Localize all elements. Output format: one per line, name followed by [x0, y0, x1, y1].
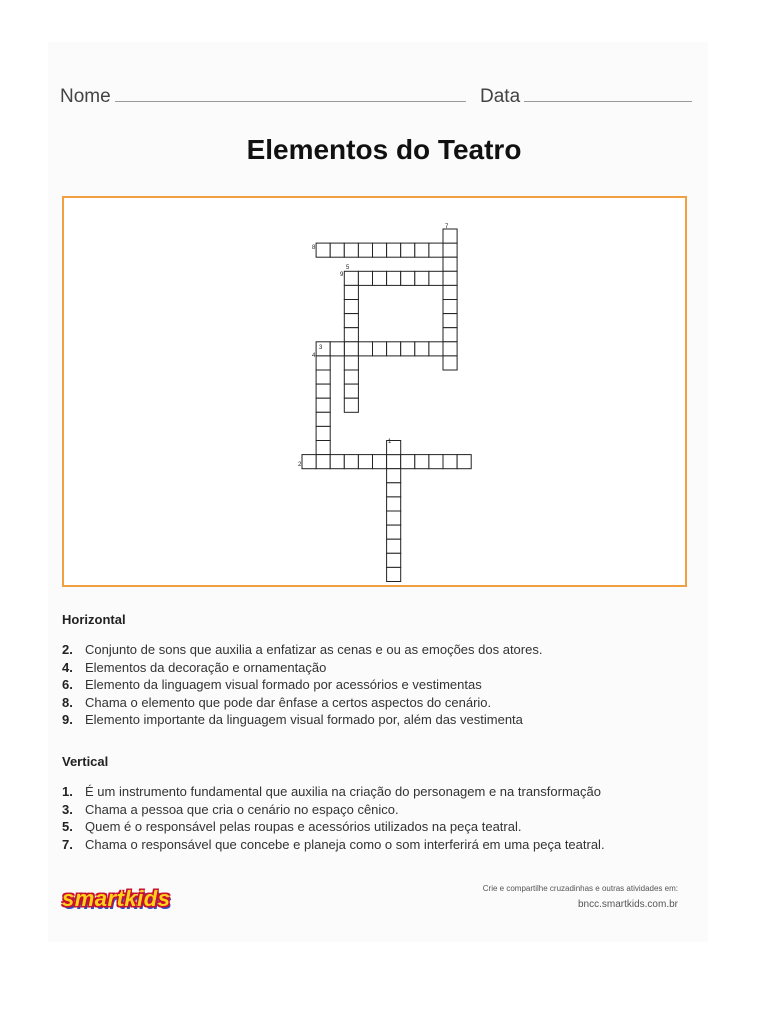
horizontal-heading: Horizontal: [62, 612, 126, 627]
clue-number: 2.: [62, 642, 73, 657]
crossword-cell[interactable]: [387, 539, 401, 553]
clue-text: Elemento importante da linguagem visual formado por, além das vestimenta: [85, 712, 523, 728]
crossword-cell[interactable]: [387, 342, 401, 356]
clue-number-label: 7: [445, 224, 449, 230]
clue-text: Quem é o responsável pelas roupas e acessórios utilizados na peça teatral.: [85, 819, 522, 835]
crossword-cell[interactable]: [344, 243, 358, 257]
name-date-row: [60, 86, 692, 108]
crossword-cell[interactable]: [443, 455, 457, 469]
crossword-cell[interactable]: [330, 342, 344, 356]
crossword-cell[interactable]: [344, 285, 358, 299]
crossword-cell[interactable]: [344, 342, 358, 356]
clue-number-label: 4: [312, 353, 316, 359]
clue-number: 7.: [62, 836, 73, 852]
clue-number: 1.: [62, 784, 73, 799]
horizontal-clues: [62, 612, 712, 729]
clue-number: 9.: [62, 712, 73, 728]
clue-item: [62, 783, 712, 801]
clue-number: 4.: [62, 659, 73, 675]
crossword-cell[interactable]: [415, 243, 429, 257]
crossword-cell[interactable]: [316, 455, 330, 469]
clue-item: [62, 818, 712, 836]
crossword-cell[interactable]: [387, 567, 401, 581]
clue-item: [62, 659, 712, 677]
clue-text: Chama a pessoa que cria o cenário no espaço cênico.: [85, 801, 399, 817]
clue-number-label: 8: [312, 245, 316, 251]
clue-item: [62, 711, 712, 729]
crossword-cell[interactable]: [358, 342, 372, 356]
clue-item: [62, 801, 712, 819]
crossword-cell[interactable]: [401, 342, 415, 356]
crossword-cell[interactable]: [373, 342, 387, 356]
crossword-cell[interactable]: [387, 497, 401, 511]
crossword-cell[interactable]: [443, 314, 457, 328]
crossword-cell[interactable]: [443, 271, 457, 285]
name-label: Nome: [60, 86, 111, 107]
crossword-cell[interactable]: [316, 370, 330, 384]
name-line[interactable]: [115, 101, 466, 102]
crossword-cell[interactable]: [415, 271, 429, 285]
clue-text: Conjunto de sons que auxilia a enfatizar as cenas e ou as emoções dos atores.: [85, 642, 543, 657]
vertical-clues: [62, 754, 712, 853]
crossword-cell[interactable]: [443, 300, 457, 314]
crossword-cell[interactable]: [443, 257, 457, 271]
date-label: Data: [480, 86, 521, 107]
clue-number-label: 1: [388, 439, 392, 445]
clue-number: 3.: [62, 801, 73, 817]
crossword-cell[interactable]: [401, 243, 415, 257]
crossword-cell[interactable]: [401, 455, 415, 469]
crossword-cell[interactable]: [316, 441, 330, 455]
crossword-cell[interactable]: [358, 271, 372, 285]
page-title: Elementos do Teatro: [246, 134, 522, 165]
crossword-cell[interactable]: [429, 271, 443, 285]
clue-number-label: 9: [340, 272, 344, 278]
crossword-cell[interactable]: [429, 455, 443, 469]
crossword-cell[interactable]: [344, 384, 358, 398]
crossword-cell[interactable]: [387, 511, 401, 525]
crossword-grid: [64, 198, 685, 585]
crossword-cell[interactable]: [373, 271, 387, 285]
clue-text: Chama o responsável que concebe e planeja como o som interferirá em uma peça teatral.: [85, 836, 605, 852]
crossword-cell[interactable]: [358, 243, 372, 257]
clue-text: É um instrumento fundamental que auxilia na criação do personagem e na transformação: [85, 784, 601, 799]
crossword-cell[interactable]: [344, 398, 358, 412]
clue-item: [62, 676, 712, 694]
crossword-cell[interactable]: [316, 356, 330, 370]
crossword-cell[interactable]: [443, 229, 457, 243]
crossword-cell[interactable]: [387, 455, 401, 469]
footer-url: bncc.smartkids.com.br: [577, 899, 678, 910]
crossword-cell[interactable]: [429, 243, 443, 257]
clue-number: 5.: [62, 819, 73, 835]
crossword-cell[interactable]: [387, 483, 401, 497]
crossword-cell[interactable]: [344, 271, 358, 285]
clue-number-label: 2: [298, 462, 302, 468]
date-line[interactable]: [524, 101, 692, 102]
smartkids-logo: smartkids: [62, 886, 171, 911]
crossword-cell[interactable]: [373, 243, 387, 257]
crossword-cell[interactable]: [401, 271, 415, 285]
crossword-cell[interactable]: [316, 426, 330, 440]
crossword-cell[interactable]: [443, 243, 457, 257]
crossword-cell[interactable]: [443, 342, 457, 356]
crossword-box: [62, 196, 687, 587]
crossword-cell[interactable]: [344, 300, 358, 314]
crossword-cell[interactable]: [330, 455, 344, 469]
clue-number: 6.: [62, 677, 73, 693]
crossword-cell[interactable]: [387, 243, 401, 257]
crossword-cell[interactable]: [387, 271, 401, 285]
crossword-cell[interactable]: [387, 553, 401, 567]
crossword-cell[interactable]: [429, 342, 443, 356]
crossword-cell[interactable]: [443, 285, 457, 299]
crossword-cell[interactable]: [373, 455, 387, 469]
crossword-cell[interactable]: [316, 412, 330, 426]
clue-number-label: 3: [319, 345, 323, 351]
clue-text: Elemento da linguagem visual formado por acessórios e vestimentas: [85, 677, 482, 693]
crossword-cell[interactable]: [344, 370, 358, 384]
crossword-cell[interactable]: [387, 525, 401, 539]
clue-text: Elementos da decoração e ornamentação: [85, 659, 327, 675]
crossword-cell[interactable]: [415, 342, 429, 356]
footer-info: [483, 884, 678, 910]
vertical-heading: Vertical: [62, 754, 109, 769]
crossword-cell[interactable]: [302, 455, 316, 469]
clue-number: 8.: [62, 694, 73, 710]
crossword-cell[interactable]: [344, 455, 358, 469]
clue-number-label: 5: [346, 265, 350, 271]
clue-item: [62, 836, 712, 854]
crossword-cell[interactable]: [457, 455, 471, 469]
crossword-cell[interactable]: [344, 356, 358, 370]
footer-tagline: Crie e compartilhe cruzadinhas e outras atividades em:: [482, 884, 678, 893]
crossword-cell[interactable]: [316, 398, 330, 412]
crossword-cell[interactable]: [330, 243, 344, 257]
crossword-cell[interactable]: [344, 328, 358, 342]
crossword-cell[interactable]: [358, 455, 372, 469]
clue-item: [62, 641, 712, 659]
crossword-cell[interactable]: [415, 455, 429, 469]
clue-item: [62, 694, 712, 712]
crossword-cell[interactable]: [443, 328, 457, 342]
crossword-cell[interactable]: [443, 356, 457, 370]
crossword-cell[interactable]: [316, 243, 330, 257]
crossword-cell[interactable]: [344, 314, 358, 328]
crossword-cell[interactable]: [316, 384, 330, 398]
crossword-cell[interactable]: [387, 469, 401, 483]
clue-text: Chama o elemento que pode dar ênfase a certos aspectos do cenário.: [85, 694, 492, 710]
